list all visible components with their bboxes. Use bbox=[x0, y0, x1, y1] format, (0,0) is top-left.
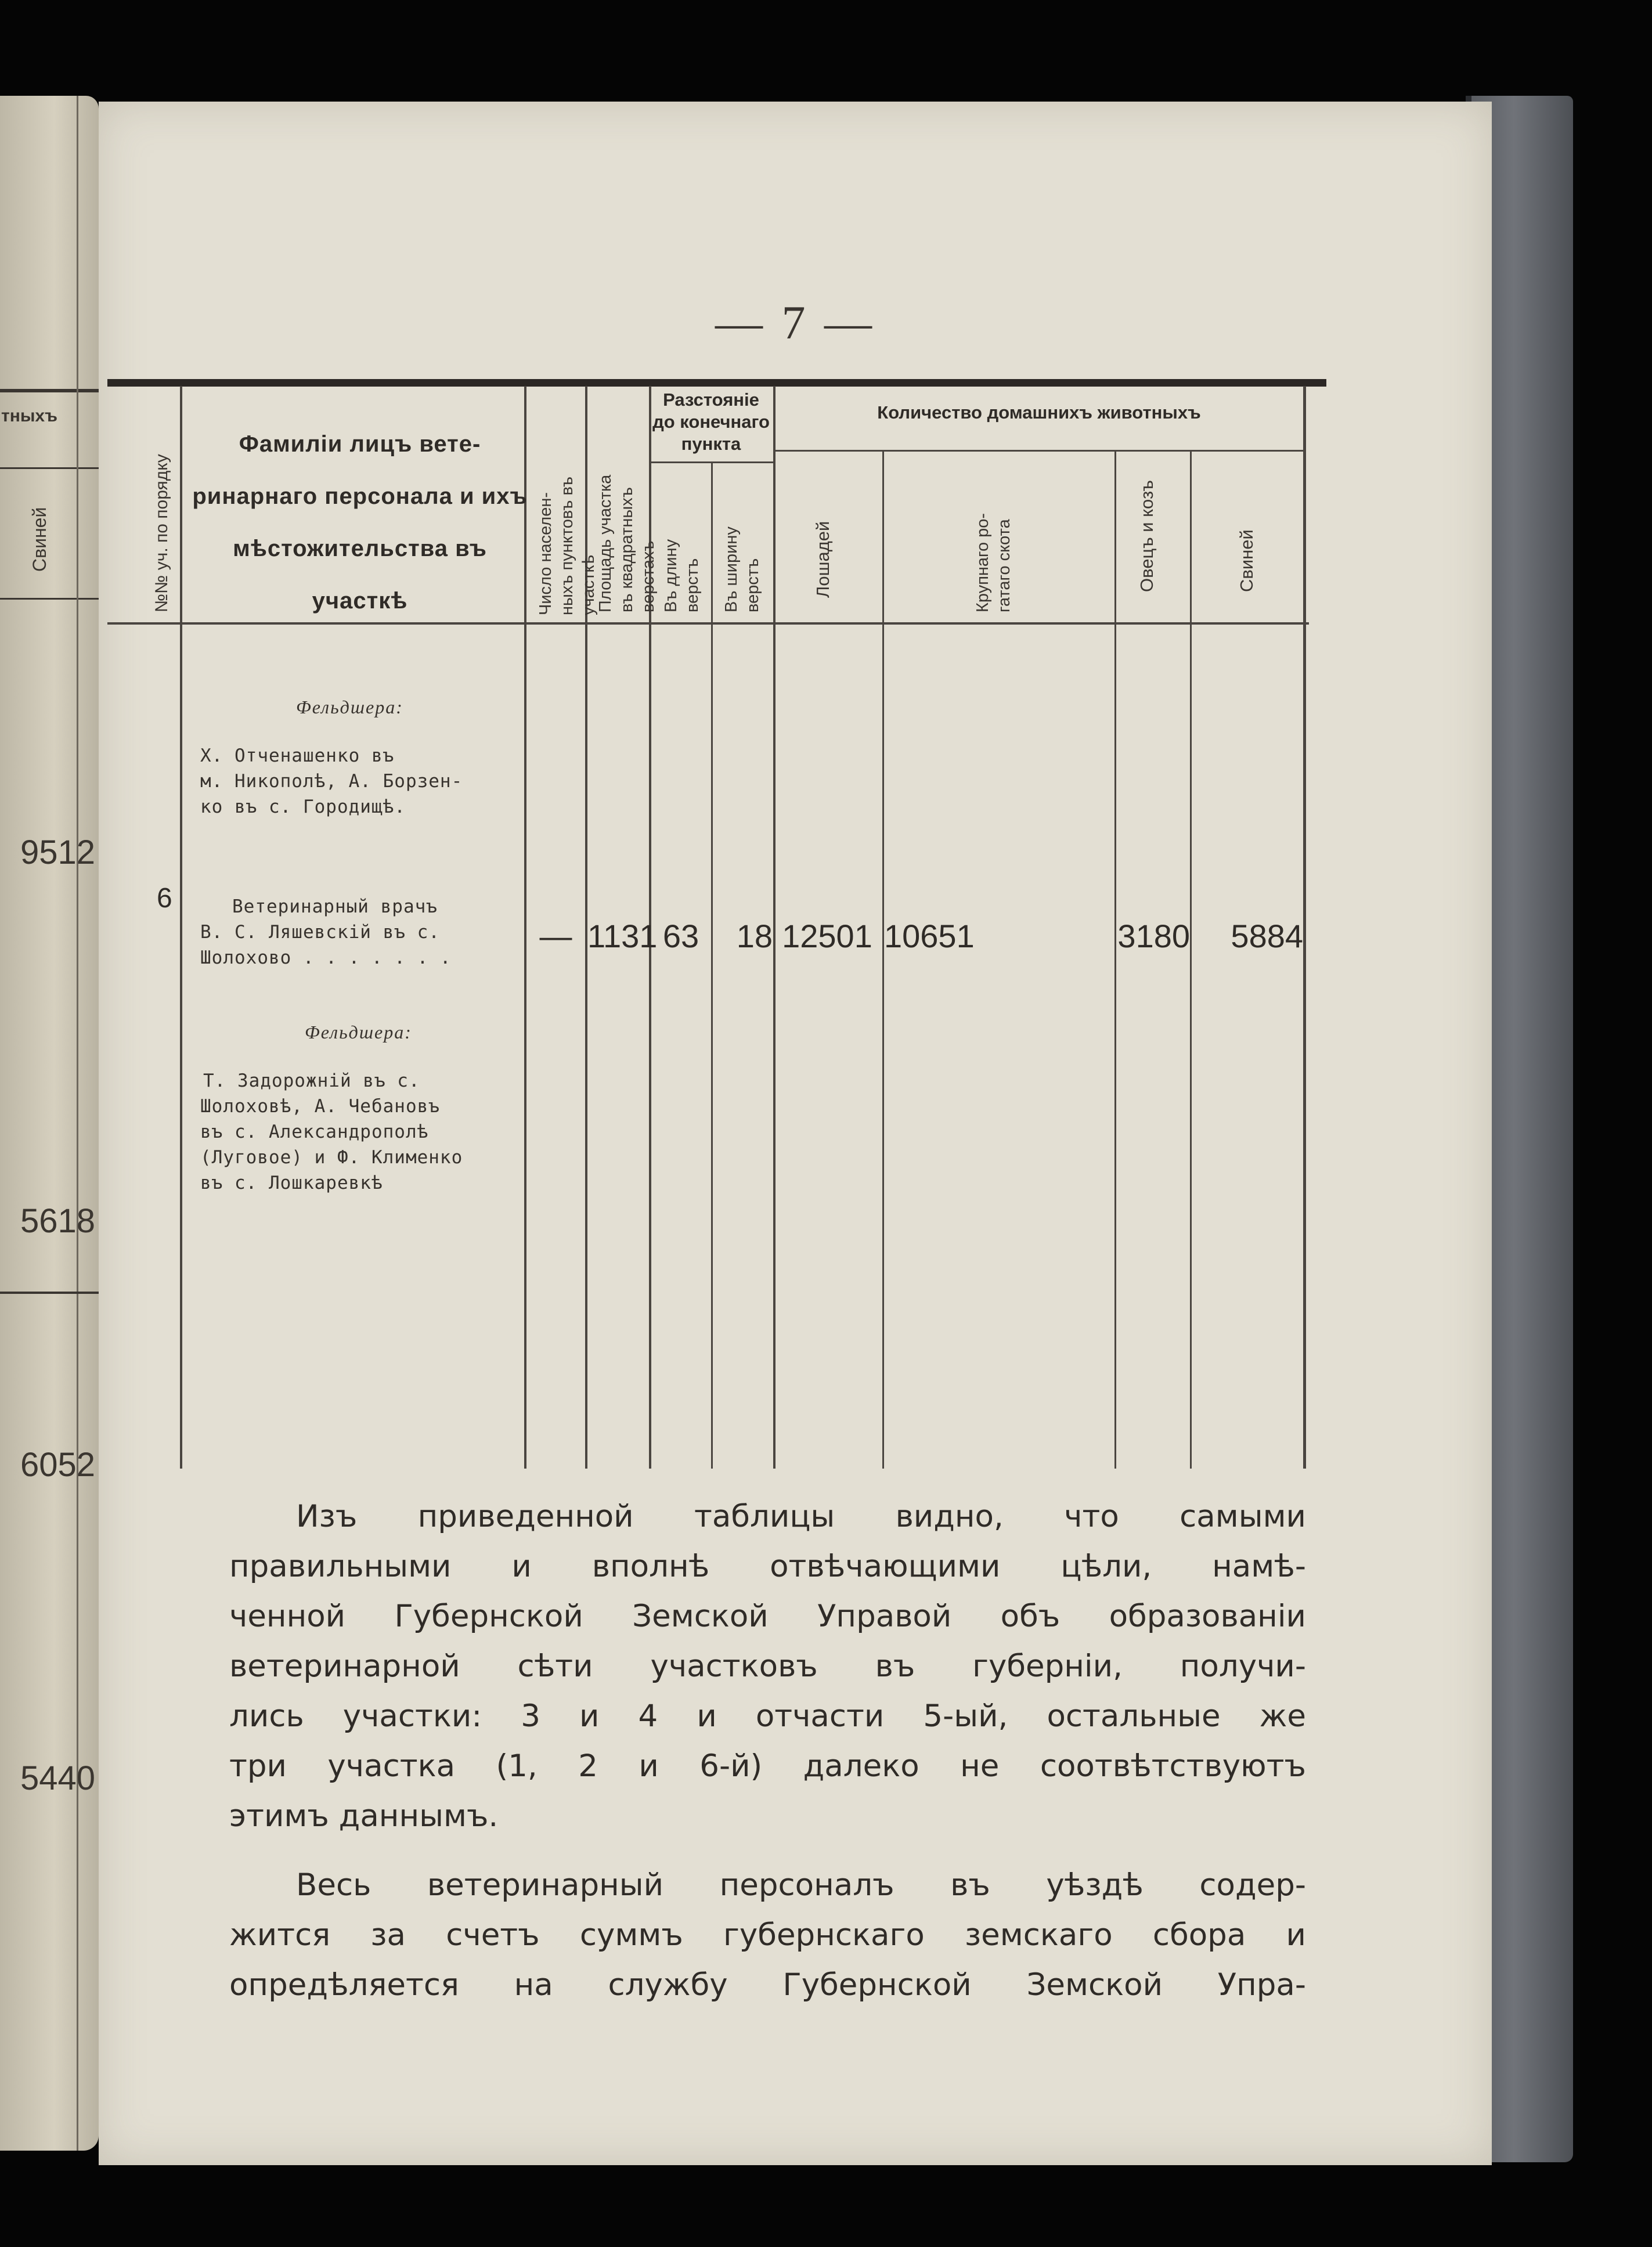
header-row-number: №№ уч. по порядку bbox=[152, 454, 171, 612]
cell-pigs: 5884 bbox=[1231, 918, 1303, 954]
left-page-table-rule bbox=[0, 389, 99, 392]
left-page-header-rule bbox=[0, 467, 99, 469]
left-page-value: 6052 bbox=[20, 1446, 95, 1484]
vet-entry: Ветеринарный врачъ В. С. Ляшевскій въ с. Шолохово . . . . . . . bbox=[200, 896, 452, 968]
header-sheep-goats: Овецъ и козъ bbox=[1137, 480, 1157, 592]
table-column-line bbox=[882, 450, 884, 1469]
feldshers-entry: Т. Задорожній въ с. Шолоховѣ, А. Чебановъ въ с. Александрополѣ (Луговое) и Ф. Клименко въ с. Лошкаревкѣ bbox=[200, 1070, 463, 1193]
header-pigs: Свиней bbox=[1236, 529, 1257, 592]
table-column-line bbox=[1114, 450, 1116, 1469]
paragraph-1: Изъ приведенной таблицы видно, что самыми правильными и вполнѣ отвѣчающими цѣли, намѣ- ченной Губернской Земской Управой объ образованіи ветеринарной сѣти участковъ въ губерніи, получи- лись участки: 3 и 4 и отчасти 5-ый, остальные же три участка (1, 2 и 6-й) далеко не соотвѣтствуютъ этимъ даннымъ. bbox=[229, 1499, 1306, 1834]
table-top-rule bbox=[107, 379, 1326, 387]
distance-group-rule bbox=[649, 461, 773, 463]
left-page-header: тныхъ bbox=[1, 406, 57, 425]
cell-horses: 12501 bbox=[782, 918, 872, 954]
left-page-rule bbox=[0, 1292, 99, 1294]
left-page-column-label: Свиней bbox=[29, 507, 50, 572]
header-distance-group: Разстояніе до конечнаго пункта bbox=[652, 389, 770, 454]
left-page-value: 9512 bbox=[20, 834, 95, 871]
header-width: Въ ширину верстъ bbox=[722, 526, 762, 612]
page-number: — 7 — bbox=[715, 296, 875, 349]
header-length: Въ длину верстъ bbox=[662, 539, 702, 612]
feldshers-label: Фельдшера: bbox=[305, 1022, 412, 1043]
left-page-rule bbox=[0, 598, 99, 600]
paragraph-2: Весь ветеринарный персоналъ въ уѣздѣ содер- жится за счетъ суммъ губернскаго земскаго сбора и опредѣляется на службу Губернской Земской Упра- bbox=[229, 1867, 1306, 2003]
table-column-line bbox=[180, 386, 182, 1469]
cell-settlements: — bbox=[539, 918, 572, 954]
left-page-value: 5618 bbox=[20, 1202, 95, 1240]
table-column-line bbox=[711, 461, 713, 1469]
cell-sheep-goats: 3180 bbox=[1117, 918, 1190, 954]
book-page bbox=[99, 102, 1492, 2165]
left-page-column-line bbox=[77, 96, 78, 2151]
left-page-fragment bbox=[0, 96, 99, 2151]
header-horses: Лошадей bbox=[813, 521, 833, 598]
header-cattle: Крупнаго ро- гатаго скота bbox=[973, 513, 1013, 612]
cell-width: 18 bbox=[736, 918, 773, 954]
cell-cattle: 10651 bbox=[884, 918, 975, 954]
header-settlements: Число населен- ныхъ пунктовъ въ участкѣ bbox=[536, 476, 598, 615]
left-page-value: 5440 bbox=[20, 1759, 95, 1797]
cell-area: 1131 bbox=[587, 918, 658, 954]
header-animals-group: Количество домашнихъ животныхъ bbox=[877, 402, 1201, 423]
header-personnel: Фамиліи лицъ вете- ринарнаго персонала и ихъ мѣстожительства въ участкѣ bbox=[192, 431, 528, 614]
animals-group-rule bbox=[773, 450, 1303, 452]
feldshers-label: Фельдшера: bbox=[296, 697, 403, 717]
feldshers-entry: Х. Отченашенко въ м. Никополѣ, А. Борзен- ко въ с. Городищѣ. bbox=[200, 745, 463, 817]
table-column-line bbox=[1190, 450, 1192, 1469]
header-area: Площадь участка въ квадратныхъ верстахъ bbox=[596, 474, 658, 612]
table-right-border bbox=[1303, 386, 1306, 1469]
cell-length: 63 bbox=[662, 918, 699, 954]
row-number: 6 bbox=[157, 883, 172, 914]
